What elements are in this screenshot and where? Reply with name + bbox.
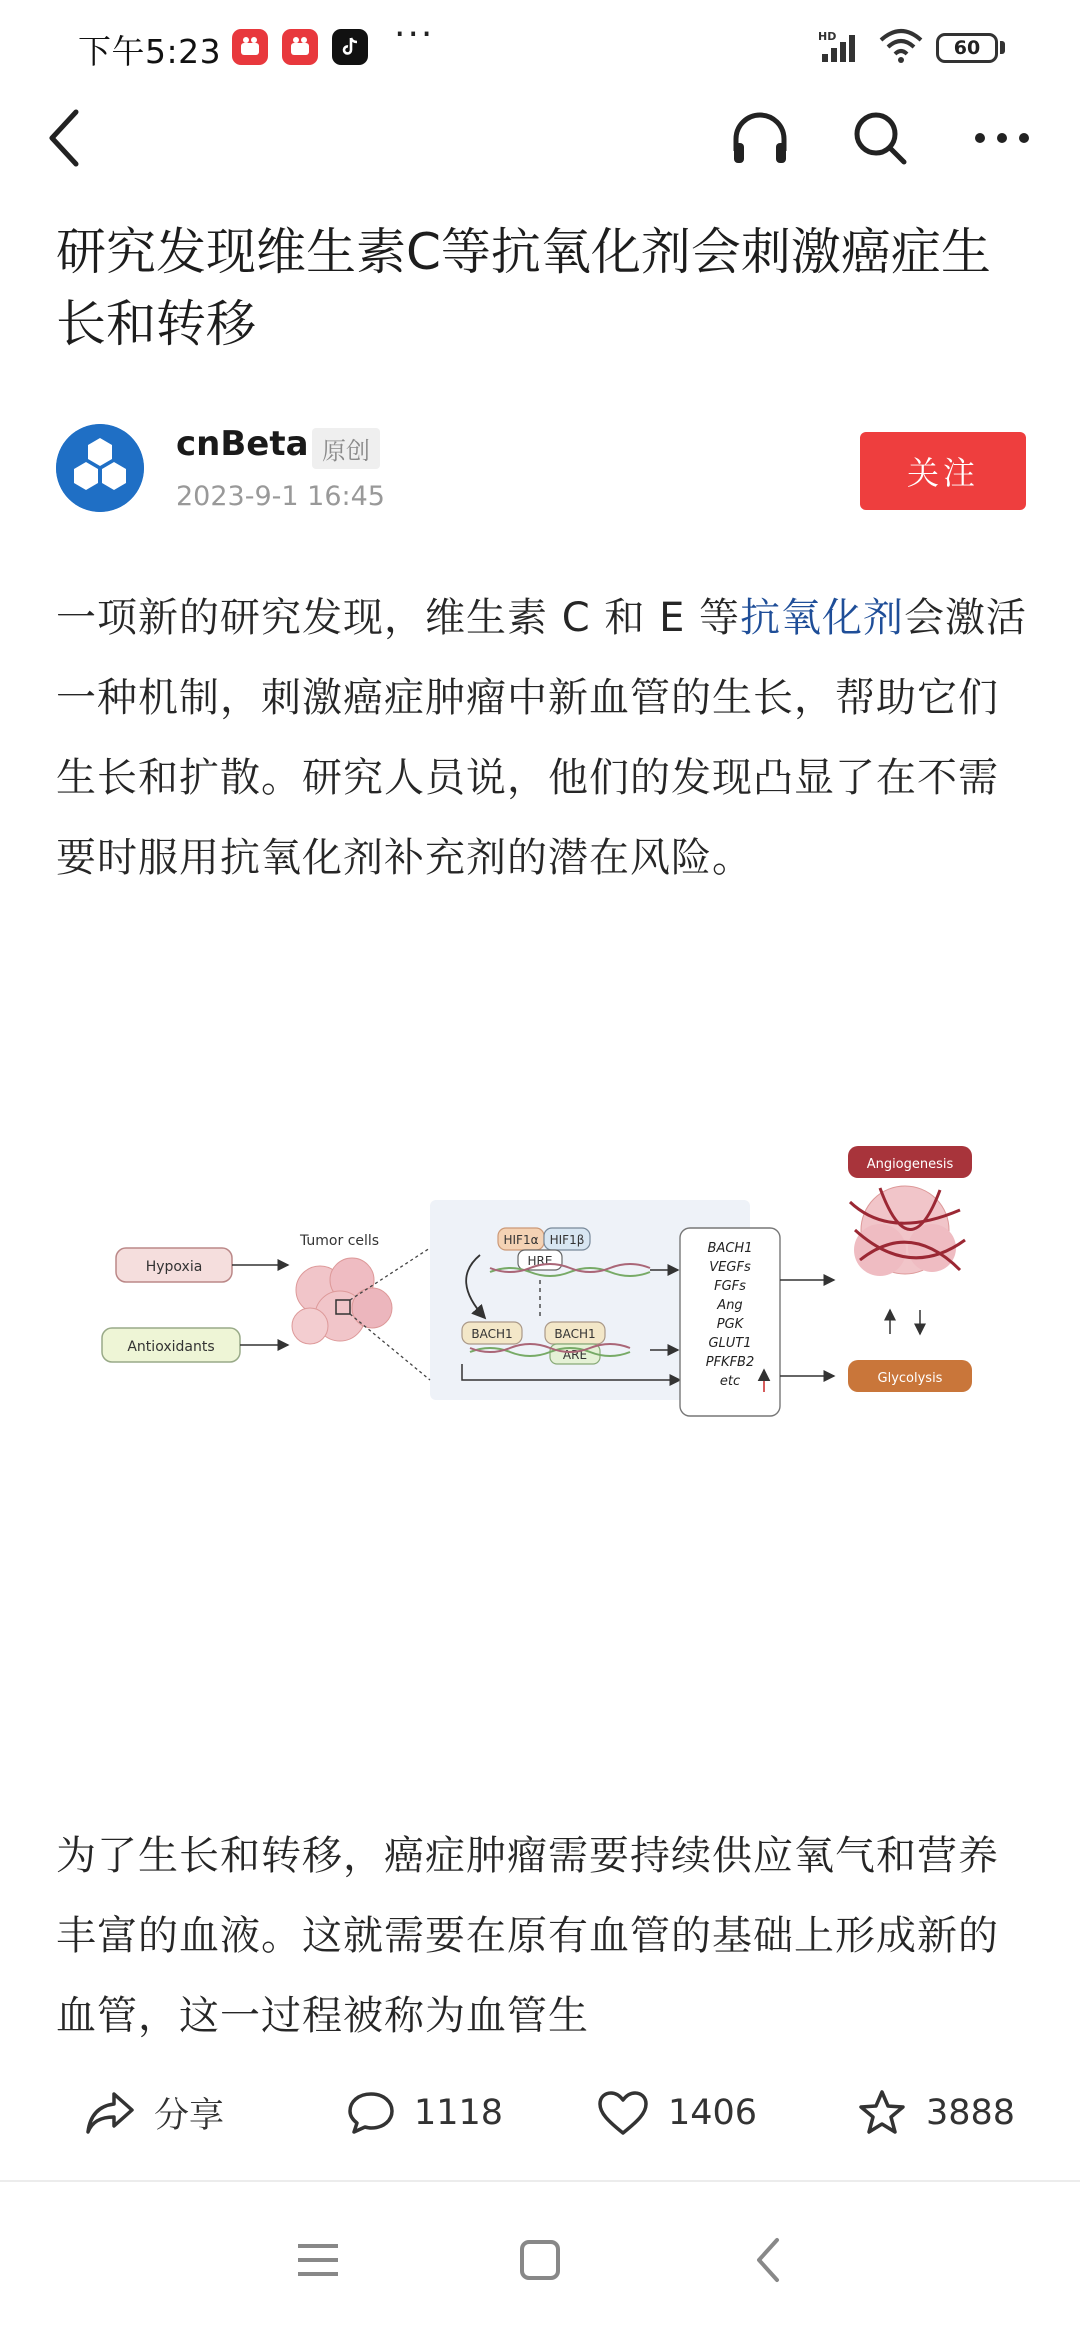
listen-button[interactable] [718,96,802,180]
glycolysis-label: Glycolysis [877,1371,943,1386]
star-icon [856,2088,908,2138]
battery-tip [1000,41,1005,54]
gene-label: PFKFB2 [705,1355,755,1370]
hif1a-label: HIF1α [503,1233,539,1247]
heart-icon [596,2089,650,2137]
search-button[interactable] [838,96,922,180]
favorite-count: 3888 [926,2093,1016,2133]
system-navigation-bar [0,2182,1080,2340]
gene-label: BACH1 [707,1241,753,1256]
paragraph-text: 会激活一种机制，刺激癌症肿瘤中新血管的生长，帮助它们生长和扩散。研究人员说，他们的发现凸显了在不需要时服用抗氧化剂补充剂的潜在风险。 [56,595,1028,881]
kuaishou-app-icon [232,29,268,65]
share-button[interactable] [84,2088,224,2138]
wifi-icon [878,28,924,68]
recent-apps-button[interactable] [276,2218,360,2302]
gene-label: PGK [716,1317,744,1332]
signal-icon [818,30,864,68]
status-bar [0,0,1080,96]
home-square-icon [518,2238,562,2282]
douyin-app-icon [332,29,368,65]
hre-label: HRE [527,1254,553,1268]
search-icon [851,109,909,167]
more-icon [974,131,1030,145]
hypoxia-label: Hypoxia [145,1259,203,1275]
author-avatar[interactable] [56,424,144,512]
paragraph-text: 一项新的研究发现，维生素 C 和 E 等 [56,595,741,641]
cnbeta-logo-icon [56,424,144,512]
system-back-button[interactable] [726,2218,810,2302]
antioxidants-label: Antioxidants [127,1339,215,1355]
home-button[interactable] [498,2218,582,2302]
network-type-label: HD [818,30,837,43]
gene-label: VEGFs [709,1260,751,1275]
back-button[interactable] [22,96,106,180]
status-time: 下午5:23 [78,32,222,71]
are-label: ARE [562,1348,588,1362]
author-name[interactable]: cnBeta [176,424,309,464]
gene-label: etc [719,1374,741,1389]
angiogenesis-label: Angiogenesis [866,1157,954,1172]
article-action-bar [0,2048,1080,2178]
article-title: 研究发现维生素C等抗氧化剂会刺激癌症生长和转移 [56,223,991,353]
bach1-label-2: BACH1 [554,1327,596,1341]
like-button[interactable] [596,2088,757,2138]
article-paragraph-2: 为了生长和转移，癌症肿瘤需要持续供应氧气和营养丰富的血液。这就需要在原有血管的基础上形成新的血管，这一过程被称为血管生 [56,1833,999,2039]
favorite-button[interactable] [856,2088,1015,2138]
comments-button[interactable] [346,2088,503,2138]
share-label: 分享 [154,2096,225,2136]
follow-button[interactable]: 关注 [860,432,1026,510]
battery-indicator: 60 [936,33,998,63]
gene-label: GLUT1 [708,1336,752,1351]
gene-label: Ang [717,1298,743,1313]
angiogenesis-illustration [850,1186,965,1276]
back-triangle-icon [753,2236,783,2284]
like-count: 1406 [668,2093,758,2133]
antioxidant-link[interactable]: 抗氧化剂 [740,595,905,641]
gene-label: FGFs [714,1279,746,1294]
menu-icon [296,2240,340,2280]
publish-date: 2023-9-1 16:45 [176,481,385,512]
hif1b-label: HIF1β [549,1233,585,1247]
kuaishou-lite-app-icon [282,29,318,65]
bach1-label-1: BACH1 [471,1327,513,1341]
headphones-icon [730,109,790,167]
tumor-cells-icon [292,1258,392,1344]
chevron-left-icon [44,108,84,168]
more-notifications-icon: ··· [394,14,435,55]
comment-count: 1118 [414,2093,504,2133]
comment-icon [346,2090,396,2136]
article-figure[interactable] [90,1130,1000,1460]
more-button[interactable] [960,96,1044,180]
original-badge: 原创 [312,428,380,469]
share-icon [84,2090,136,2136]
article-paragraph-1 [56,578,1036,898]
tumor-cells-label: Tumor cells [300,1233,380,1249]
